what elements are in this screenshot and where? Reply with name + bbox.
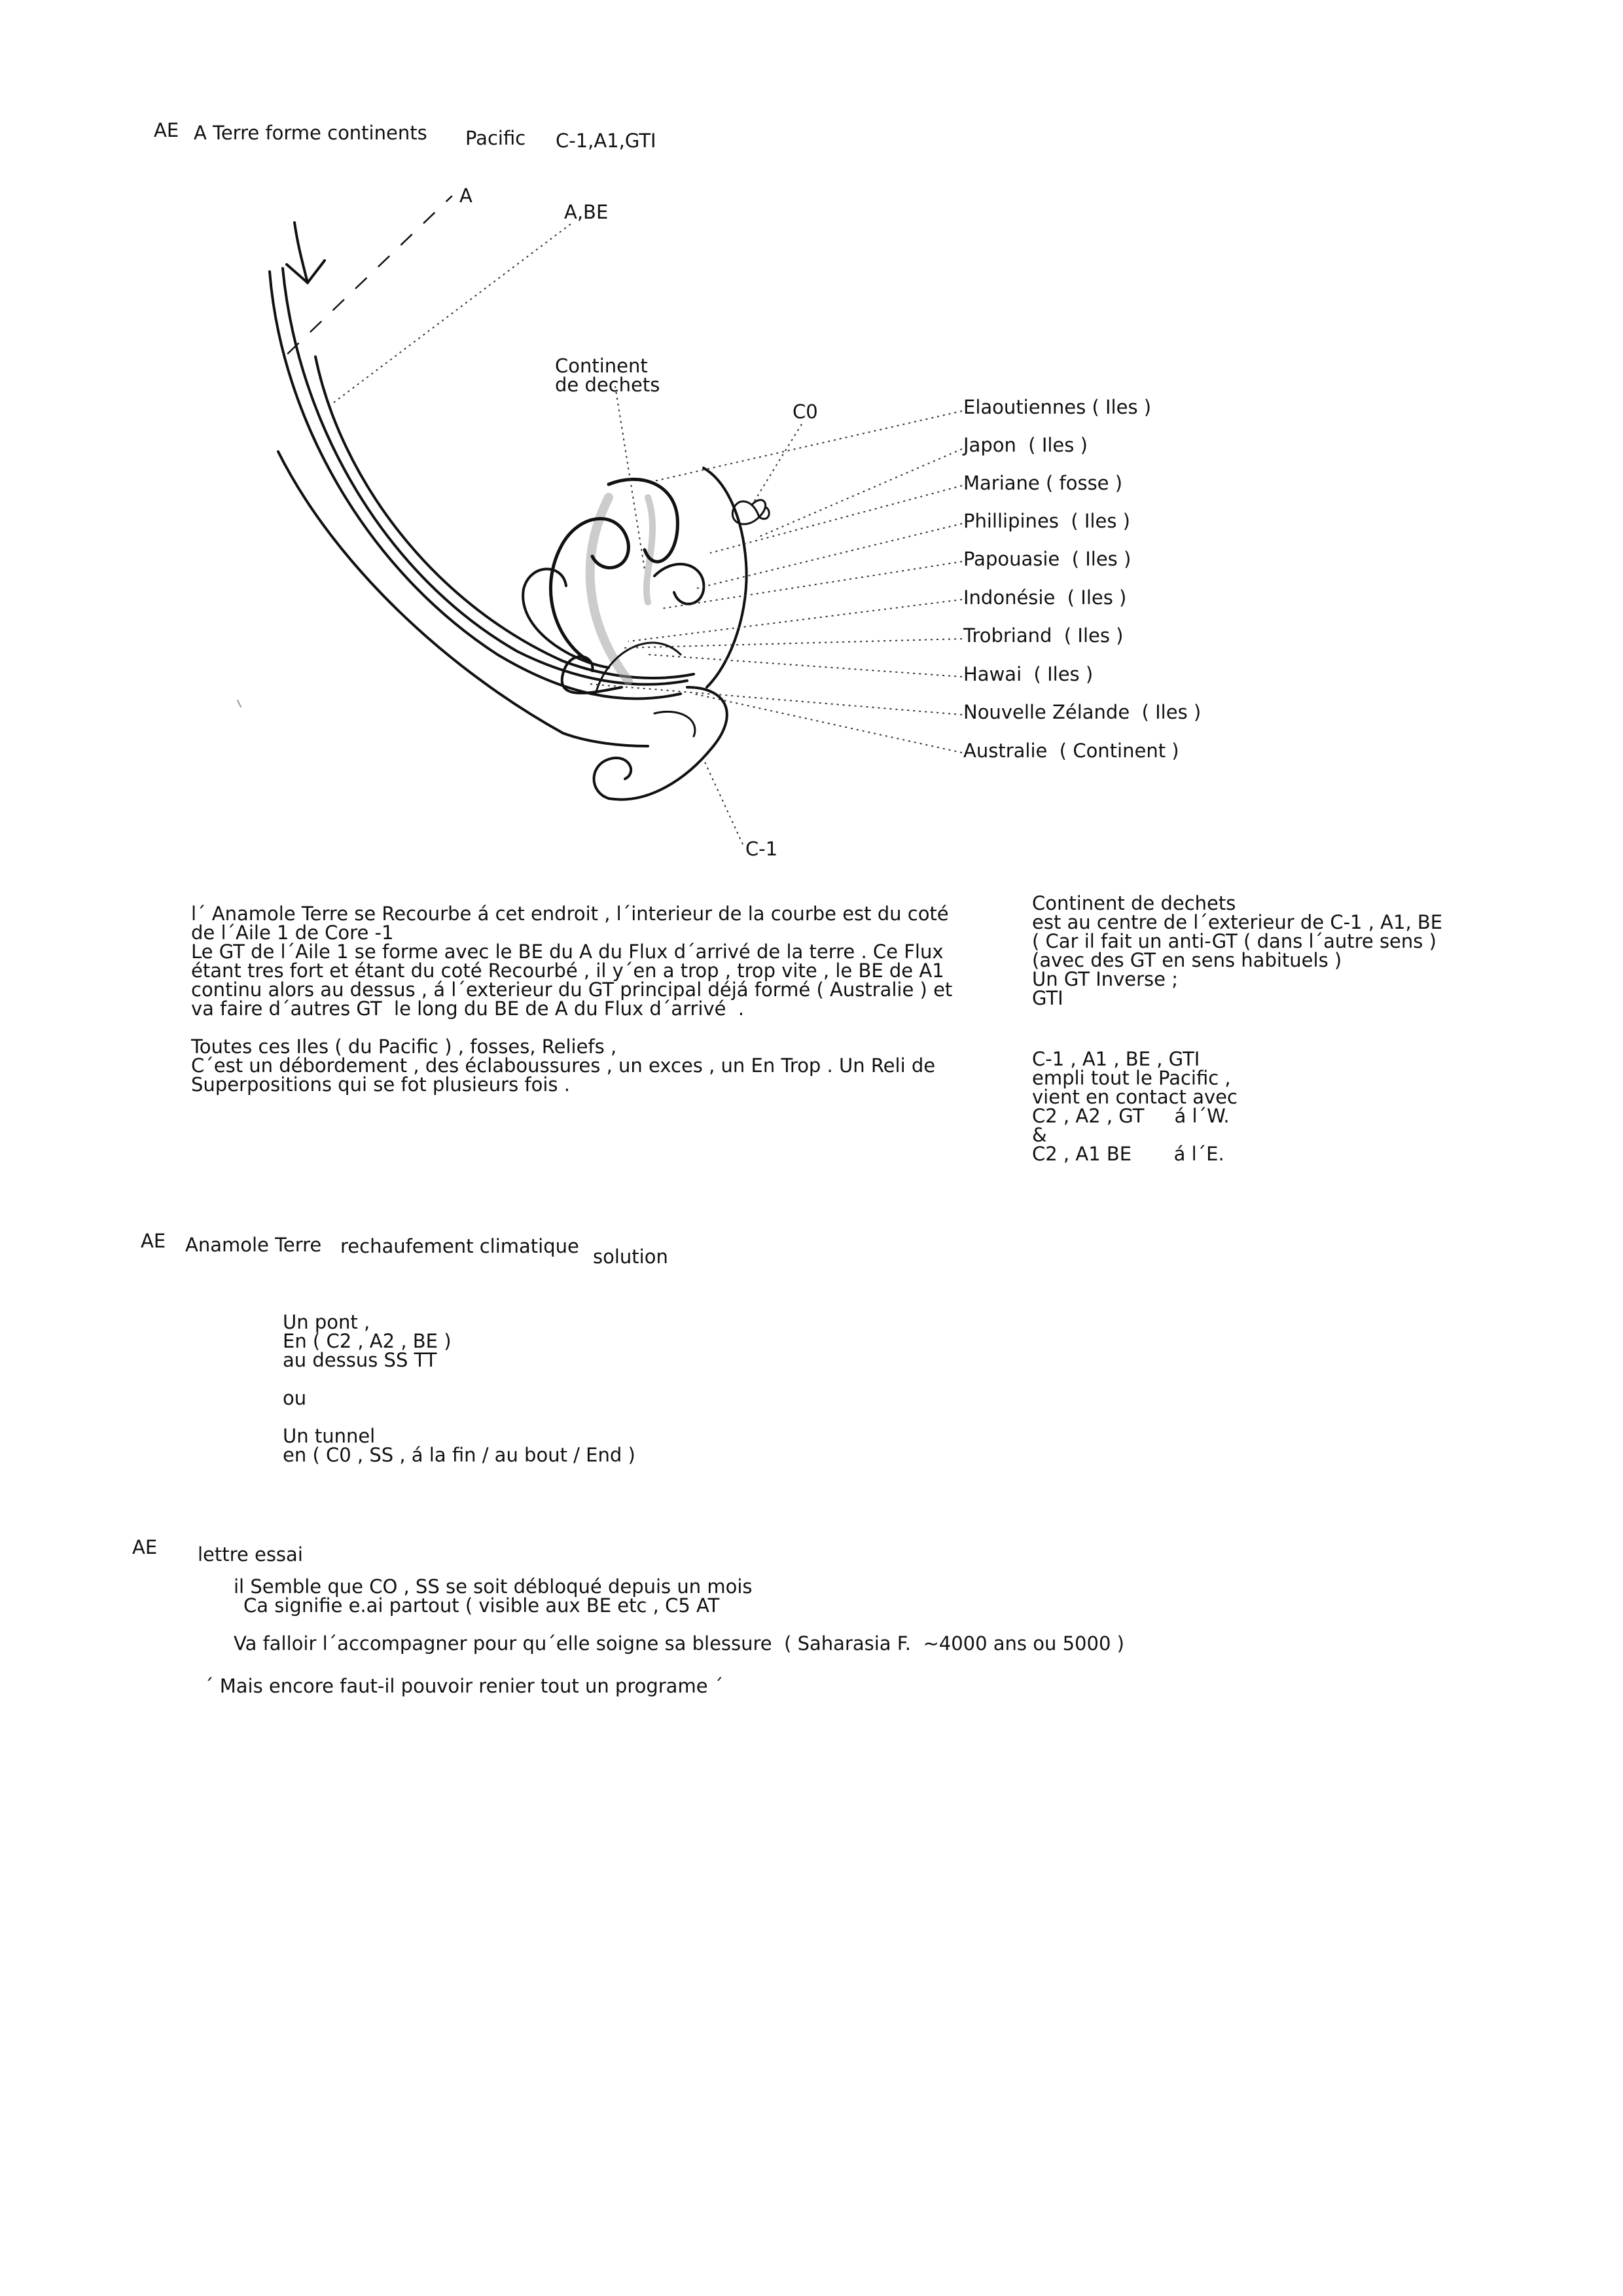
swirl-7 <box>654 711 695 736</box>
label-continent-2: de dechets <box>555 374 660 396</box>
solution-block <box>283 1313 635 1465</box>
island-label: Australie ( Continent ) <box>963 740 1179 762</box>
letter-line-3: Va falloir l´accompagner pour qu´elle soigne sa blessure ( Saharasia F. ~4000 ans ou 5000 ) <box>234 1632 1124 1655</box>
explanation-right-line: Continent de dechets <box>1032 892 1236 914</box>
header2-title: Anamole Terre <box>185 1234 322 1256</box>
flow-curve-inner <box>315 357 694 678</box>
explanation-right-line: C-1 , A1 , BE , GTI <box>1032 1048 1200 1070</box>
letter-line-1: il Semble que CO , SS se soit débloqué depuis un mois <box>234 1575 753 1598</box>
header3-tag: AE <box>132 1536 158 1558</box>
leader-island-6 <box>622 639 962 648</box>
explanation-right-line: C2 , A2 , GT á l´W. <box>1032 1105 1230 1127</box>
island-label: Nouvelle Zélande ( Iles ) <box>963 701 1202 723</box>
header1-title: A Terre forme continents <box>194 122 427 144</box>
explanation-left-line: de l´Aile 1 de Core -1 <box>191 922 394 944</box>
flow-curve-outer <box>270 272 681 699</box>
leader-island-9 <box>694 694 962 753</box>
header1-codes: C-1,A1,GTI <box>556 130 656 152</box>
header2-solution: solution <box>593 1246 668 1268</box>
explanation-left <box>191 905 952 1094</box>
island-label: Papouasie ( Iles ) <box>963 548 1132 570</box>
leader-island-4 <box>661 562 962 609</box>
header2-tag: AE <box>141 1230 166 1252</box>
explanation-left-line: Superpositions qui se fot plusieurs fois . <box>191 1073 570 1096</box>
header1-tag: AE <box>154 119 179 141</box>
island-label: Indonésie ( Iles ) <box>963 586 1127 609</box>
island-label: Mariane ( fosse ) <box>963 472 1123 494</box>
solution-line: au dessus SS TT <box>283 1349 437 1371</box>
island-label: Japon ( Iles ) <box>963 434 1088 456</box>
label-continent-1: Continent <box>555 355 648 377</box>
explanation-right-2 <box>1032 1050 1238 1164</box>
solution-or: ou <box>283 1387 307 1409</box>
explanation-right-line: (avec des GT en sens habituels ) <box>1032 949 1342 971</box>
explanation-right-line: est au centre de l´exterieur de C-1 , A1, BE <box>1032 911 1443 933</box>
explanation-right-line: C2 , A1 BE á l´E. <box>1032 1143 1224 1165</box>
leader-island-7 <box>648 655 962 677</box>
solution-line: Un pont , <box>283 1311 370 1333</box>
leader-island-5 <box>628 600 962 641</box>
header2-topic: rechaufement climatique <box>340 1235 579 1257</box>
solution-line: En ( C2 , A2 , BE ) <box>283 1330 452 1352</box>
explanation-left-line: Le GT de l´Aile 1 se forme avec le BE du A du Flux d´arrivé de la terre . Ce Flux <box>191 941 944 963</box>
leader-island-2 <box>710 486 962 553</box>
swirl-5 <box>654 564 704 604</box>
letter-line-4: ´ Mais encore faut-il pouvoir renier tout un programe ´ <box>204 1675 724 1697</box>
explanation-right-line: Un GT Inverse ; <box>1032 968 1178 990</box>
leader-c0 <box>753 424 802 504</box>
label-c0: C0 <box>793 401 818 423</box>
letter-line-2: Ca signifie e.ai partout ( visible aux BE etc , C5 AT <box>243 1594 720 1617</box>
flow-curve-middle <box>283 268 687 685</box>
c0-loop <box>704 468 747 687</box>
explanation-left-line: C´est un débordement , des éclaboussures , un exces , un En Trop . Un Reli de <box>191 1054 936 1077</box>
leader-island-3 <box>694 524 962 589</box>
explanation-right-line: & <box>1032 1124 1047 1146</box>
explanation-left-line: va faire d´autres GT le long du BE de A du Flux d´arrivé . <box>191 997 745 1020</box>
island-label: Trobriand ( Iles ) <box>963 624 1124 647</box>
island-label: Hawai ( Iles ) <box>963 663 1094 685</box>
explanation-right-line: empli tout le Pacific , <box>1032 1067 1231 1089</box>
explanation-right <box>1032 894 1442 1008</box>
explanation-left-line: continu alors au dessus , á l´exterieur du GT principal déjá formé ( Australie ) et <box>191 978 953 1001</box>
explanation-left-line: étant tres fort et étant du coté Recourbé , il y´en a trop , trop vite , le BE de A1 <box>191 960 944 982</box>
island-label: Elaoutiennes ( Iles ) <box>963 396 1152 418</box>
leader-abe <box>334 223 573 403</box>
explanation-right-line: GTI <box>1032 987 1063 1009</box>
solution-line: Un tunnel <box>283 1425 376 1447</box>
leader-island-1 <box>759 449 962 537</box>
leader-lines <box>334 223 962 844</box>
solution-line: en ( C0 , SS , á la fin / au bout / End ) <box>283 1444 635 1466</box>
explanation-left-line: Toutes ces Iles ( du Pacific ) , fosses, Reliefs , <box>191 1035 617 1058</box>
label-a: A <box>459 185 473 207</box>
island-label: Phillipines ( Iles ) <box>963 510 1130 532</box>
header3-title: lettre essai <box>198 1543 303 1566</box>
swirl-shading-2 <box>647 497 652 602</box>
flow-curves <box>270 196 694 746</box>
label-c-minus-1: C-1 <box>745 838 778 860</box>
swirl-3 <box>609 479 677 562</box>
label-abe: A,BE <box>564 201 609 223</box>
header1-region: Pacific <box>465 127 526 149</box>
explanation-right-line: ( Car il fait un anti-GT ( dans l´autre sens ) <box>1032 930 1436 952</box>
explanation-right-line: vient en contact avec <box>1032 1086 1238 1108</box>
stray-mark <box>238 700 241 707</box>
leader-cm1 <box>704 759 743 844</box>
explanation-left-line: l´ Anamole Terre se Recourbe á cet endroit , l´interieur de la courbe est du coté <box>191 903 949 925</box>
